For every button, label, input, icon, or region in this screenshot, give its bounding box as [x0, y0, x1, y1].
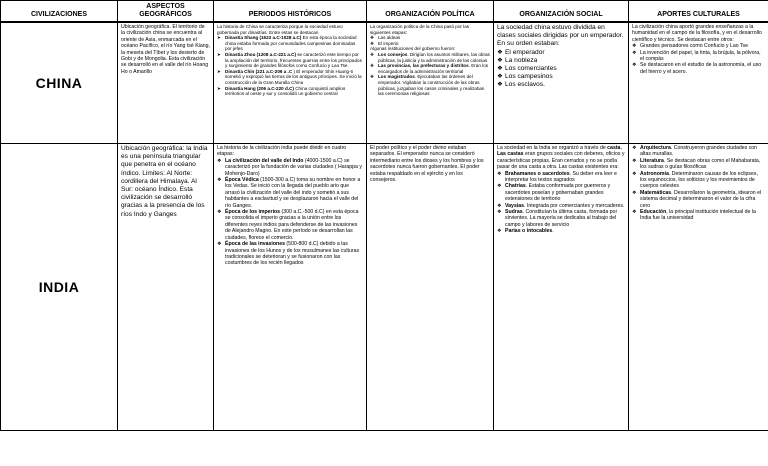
soc-item-title: Brahamanes o sacerdotes	[505, 170, 570, 177]
hist-item-title: Época de los imperios	[225, 209, 281, 216]
hist-item-text: ) El emperador Shin Huang-ti sometió y expropió las tierras de los antiguos príncipes. Se inició la construcción de la Gran Muralla China	[225, 68, 362, 85]
pol-item-title: Los consejos	[378, 51, 408, 57]
hist-item	[217, 52, 363, 69]
cult-item	[632, 62, 765, 75]
cult-item-title: Literatura	[640, 157, 664, 164]
header-organizacion-social: ORGANIZACIÓN SOCIAL	[494, 1, 629, 23]
pol-item-title: Las provincias, las prefecturas y distritos	[378, 63, 469, 69]
cult-item-text: , la principal institución intelectual de la India fue la universidad	[640, 209, 756, 222]
diamond-bullet-icon: ❖	[370, 51, 375, 57]
hist-item-title: Dinastía Chin (221 a.C-206 a .C	[225, 68, 293, 74]
cult-item	[632, 50, 765, 63]
cult-item-text: . Se destacan obras como el Mahabarata, los sudras o guías filosóficas	[640, 157, 761, 171]
diamond-bullet-icon: ❖	[217, 157, 222, 164]
header-civilizaciones: CIVILIZACIONES	[1, 1, 118, 23]
cult-item-title: Matemáticas	[640, 189, 672, 196]
diamond-bullet-icon: ❖	[370, 63, 375, 69]
header-organizacion-politica: ORGANIZACIÓN POLÍTICA	[367, 1, 494, 23]
soc-item-text: Los campesinos	[505, 73, 553, 81]
hist-item	[217, 241, 363, 267]
soc-intro: La sociedad china estuvo dividida en clases sociales dirigidas por un emperador. En su orden estaban:	[497, 24, 624, 48]
soc-item	[497, 81, 625, 89]
geo-text: Ubicación geográfica: la India es una península triangular que penetra en el océano índico. Limites: Al Norte: cordillera del Himalaya. Al Sur: océano Índico. Esta civilización se desarrolló gracias a la presencia de los ríos Indo y Ganges	[121, 145, 208, 218]
soc-intro-c: eran grupos sociales con deberes, oficios y características propias. Eran cerrados y no se podía pasar de una casta a otra. Las castas existentes era:	[497, 151, 625, 171]
soc-item-title: Sudras	[505, 209, 523, 216]
geo-text: Ubicación geográfica. El territorio de la civilización china se encuentra al oriente de Asia, enmarcada en el océano Pacífico, el río Yang tsé Kiang, la meseta del Tíbet y los desierto de Gobi y de Mongolia. Esta civilización se desarrolló en el valle del río Hoang Ho o Amarillo	[121, 24, 210, 75]
hist-item	[217, 209, 363, 241]
hist-item-text: (300 a.C.-500 d.C) en esta época se consolida el imperio gracias a la unión entre los diferentes reyes indios para defenderse de las invasiones de Alejandro Magno. En este período se desarrollan las ciudades, florece el comercio.	[225, 209, 359, 241]
pol-text: El poder político y el poder divino estaban separados. El emperador nunca se consideró intermediario entre los dioses y los hombres y los sacerdotes nunca fueron gobernantes. El poder estaba respaldado en el ejército y en los consejeros.	[370, 145, 484, 184]
hist-item-text: En esta época la sociedad china estaba formada por comunidades campesinas dominadas por jefes	[225, 35, 357, 52]
hist-item-text: (4000-1500 a.C) se caracterizó por la fundación de varias ciudades ( Harappa y Mohenjo-Daro)	[225, 157, 362, 177]
soc-item	[497, 49, 625, 57]
pol-item-text: . Eran los encargados de la administración territorial	[378, 63, 489, 74]
hist-item	[217, 158, 363, 177]
diamond-bullet-icon: ❖	[497, 65, 503, 73]
arrow-bullet-icon: ➤	[217, 51, 221, 57]
hist-intro: La historia de China se caracteriza porque la sociedad estuvo gobernada por dinastías. Entre estas se destacan	[217, 24, 343, 35]
header-aspectos-geograficos: ASPECTOS GEOGRÁFICOS	[118, 1, 214, 23]
hist-cell	[214, 22, 367, 144]
soc-item-text: El emperador	[505, 48, 545, 56]
cult-item-text: Grandes pensadores como Confucio y Lao Tse	[640, 43, 749, 50]
hist-item-text: (500-800 d.C) debido a las invasiones de los Hunos y de los musulmanes las culturas tradicionales se deterioran y se fusionaron con las costumbres de los recién llegados	[225, 241, 360, 267]
diamond-bullet-icon: ❖	[632, 170, 637, 177]
hist-item-title: Época de las invasiones	[225, 241, 285, 248]
soc-item-text: Los comerciantes	[505, 65, 557, 73]
pol-item	[370, 52, 490, 63]
soc-item	[497, 171, 625, 184]
cult-item-text: . Desarrollaron la geometría, idearon el sistema decimal y determinaron el valor de la cifra cero	[640, 189, 762, 209]
diamond-bullet-icon: ❖	[497, 48, 503, 56]
cult-item-title: Arquitectura	[640, 145, 671, 151]
diamond-bullet-icon: ❖	[632, 157, 637, 164]
pol-item	[370, 63, 490, 74]
hist-item	[217, 177, 363, 209]
diamond-bullet-icon: ❖	[632, 62, 637, 69]
soc-item-text: . Su deber era leer e interpretar los textos sagrados	[505, 170, 617, 184]
hist-item	[217, 69, 363, 86]
soc-item-text: . Constituían la última casta, formada por sirvientes. La mayoría se dedicaba al trabajo del campo y labores de servicio	[505, 209, 618, 228]
cult-item	[632, 158, 765, 171]
soc-item-text: La nobleza	[505, 56, 538, 64]
hist-cell	[214, 144, 367, 431]
arrow-bullet-icon: ➤	[217, 68, 221, 74]
diamond-bullet-icon: ❖	[217, 177, 222, 184]
cult-item-text: La invención del papel, la tinta, la brújula, la pólvora, el compás	[640, 49, 761, 63]
pol-stage-text: Las aldeas	[378, 35, 401, 41]
soc-item	[497, 65, 625, 73]
row-china	[1, 22, 768, 144]
soc-cell	[494, 144, 629, 431]
diamond-bullet-icon: ❖	[497, 202, 502, 209]
soc-intro-a: La sociedad en la India se organizó a través de	[497, 145, 608, 151]
diamond-bullet-icon: ❖	[370, 40, 375, 46]
soc-item-text: . Integrada por comerciantes y mercaderes.	[524, 202, 625, 209]
diamond-bullet-icon: ❖	[497, 228, 502, 235]
cult-item-text: Se destacaron en el estudio de la astronomía, el uso del hierro y el acero.	[640, 62, 762, 75]
header-periodos-historicos: PERIODOS HISTÓRICOS	[214, 1, 367, 23]
diamond-bullet-icon: ❖	[632, 43, 637, 50]
hist-item	[217, 35, 363, 52]
pol-item-text: . Dirigían los asuntos militares, las obras públicas, la justicia y la administración de las colonias	[378, 51, 490, 63]
soc-item-text: .	[552, 228, 554, 235]
cult-intro: La civilización china aportó grandes enseñanzas a la humanidad en el campo de la filosofía, y en el desarrollo científico y técnico. Se destacan entre otros:	[632, 24, 762, 43]
hist-item-title: Dinastía Hang (206 a.C-220 d.C)	[225, 85, 294, 91]
soc-item-text: . Estaba conformada por guerreros y sacerdotes poseían y gobernaban grandes extensiones de territorio	[505, 183, 611, 203]
hist-item-title: Época Védica	[225, 177, 259, 184]
soc-item	[497, 57, 625, 65]
diamond-bullet-icon: ❖	[632, 189, 637, 196]
diamond-bullet-icon: ❖	[632, 145, 637, 151]
cult-item	[632, 190, 765, 209]
header-row	[1, 1, 768, 23]
hist-item-text: China conquistó amplios territorios al oeste y sur y consolidó un gobierno central	[225, 85, 346, 97]
hist-item-title: La civilización del valle del Indo	[225, 157, 304, 164]
pol-stage-text: El imperio	[378, 40, 399, 46]
soc-intro	[497, 145, 625, 171]
arrow-bullet-icon: ➤	[217, 85, 221, 91]
pol-stage	[370, 41, 490, 47]
cult-item	[632, 171, 765, 190]
hist-item-text: se caracterizó este tiempo por la ampliación del territorio, frecuentes guerras entre los principados y surgimiento de grandes filósofos como Confucio y Lao Tse	[225, 51, 362, 69]
soc-intro-b: casta. Las castas	[497, 145, 622, 158]
cult-item	[632, 209, 765, 222]
soc-item	[497, 228, 625, 234]
civilization-name: CHINA	[1, 22, 118, 144]
hist-item-text: (1500-300 a.C) toma su nombre en honor a los Vedas. Se inició con la llegada del pueblo ario que arrasó la civilización del valle del indo y sometió a sus habitantes a esclavitud y se desplazaron hacia el valle del río Ganges.	[225, 177, 361, 209]
pol-cell	[367, 144, 494, 431]
cult-item-title: Educación	[640, 209, 667, 216]
header-aportes-culturales: APORTES CULTURALES	[629, 1, 768, 23]
diamond-bullet-icon: ❖	[497, 170, 502, 177]
soc-item	[497, 73, 625, 81]
hist-item-title: Dinastía Shang (1523 a.C-1028 a.C)	[225, 35, 302, 41]
soc-cell	[494, 22, 629, 144]
diamond-bullet-icon: ❖	[497, 209, 502, 216]
soc-item-title: Vaysias	[505, 202, 525, 209]
soc-item	[497, 183, 625, 202]
cult-item-text: . Determinaron causas de los eclipses, los equinoccios, los solticios y los movimientos de cuerpos celestes	[640, 170, 758, 190]
soc-item-text: Los esclavos.	[505, 81, 545, 89]
diamond-bullet-icon: ❖	[370, 35, 375, 41]
diamond-bullet-icon: ❖	[217, 241, 222, 248]
cult-cell	[629, 22, 768, 144]
row-india	[1, 144, 768, 431]
soc-item-title: Parias o intocables	[505, 228, 553, 235]
diamond-bullet-icon: ❖	[497, 183, 502, 190]
civilization-name: INDIA	[1, 144, 118, 431]
diamond-bullet-icon: ❖	[217, 209, 222, 216]
arrow-bullet-icon: ➤	[217, 35, 221, 41]
pol-cell	[367, 22, 494, 144]
soc-item	[497, 209, 625, 228]
diamond-bullet-icon: ❖	[497, 56, 503, 64]
geo-cell	[118, 22, 214, 144]
pol-intro: La organización política de la China pasó por las siguientes etapas:	[370, 24, 470, 35]
hist-intro: La historia de la civilización india puede dividir en cuatro etapas:	[217, 145, 347, 158]
cult-cell	[629, 144, 768, 431]
soc-item-title: Chatrias	[505, 183, 526, 190]
diamond-bullet-icon: ❖	[632, 209, 637, 216]
hist-item-title: Dinastía Zhou (1208 a.C-221 a.C)	[225, 51, 296, 57]
diamond-bullet-icon: ❖	[632, 49, 637, 56]
hist-item	[217, 86, 363, 97]
pol-mid: Algunas instituciones del gobierno fueron:	[370, 46, 456, 52]
diamond-bullet-icon: ❖	[370, 74, 375, 80]
geo-cell	[118, 144, 214, 431]
diamond-bullet-icon: ❖	[497, 81, 503, 89]
cult-item-title: Astronomía	[640, 170, 669, 177]
pol-item	[370, 74, 490, 96]
pol-item-title: Los magistrados	[378, 74, 415, 80]
cult-item	[632, 145, 765, 158]
cult-item-text: . Construyeron grandes ciudades con altas murallas.	[640, 145, 758, 158]
diamond-bullet-icon: ❖	[497, 73, 503, 81]
pol-item-text: . Ejecutaban las órdenes del emperador. Vigilaban la construcción de las obras públicas, juzgaban los casos criminales y realizaban las ceremonias religiosas	[378, 74, 485, 97]
